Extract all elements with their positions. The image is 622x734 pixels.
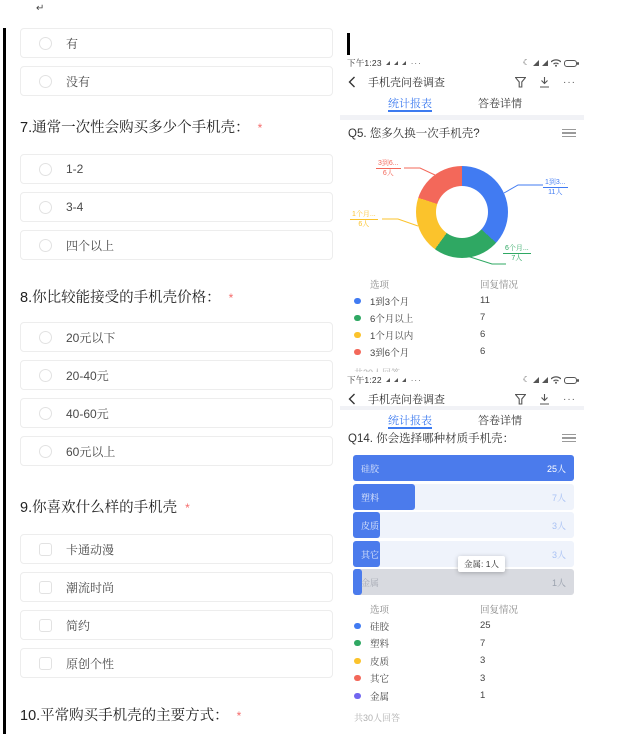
bar-row[interactable] [353,484,574,510]
column-responses: 回复情况 [480,279,519,291]
question-text: 8.你比较能接受的手机壳价格： [20,290,221,306]
column-options: 选项 [370,604,390,616]
column-options: 选项 [370,279,390,291]
slice-label: 3到6... 6人 [378,160,399,177]
filter-icon[interactable] [515,77,526,88]
tab-bar [340,95,584,112]
bar-category-label: 塑料 [361,492,380,503]
bar-category-label: 硅胶 [361,464,380,474]
legend-dot [354,623,361,629]
radio-option[interactable] [20,398,333,428]
signal-icon [542,60,548,66]
question-title [20,288,333,308]
phone-screenshot-q14 [340,372,584,732]
bar-value-label: 7人 [551,492,566,503]
battery-icon [564,60,577,67]
tab-answer-details[interactable]: 答卷详情 [478,98,522,110]
wifi-icon [551,376,561,384]
notification-icon [386,61,390,65]
checkbox-option[interactable] [20,610,333,640]
radio-option[interactable] [20,436,333,466]
paragraph-return-mark: ↵ [36,3,45,14]
radio-icon [39,407,52,420]
signal-icon [542,377,548,383]
donut-ring[interactable] [416,166,508,258]
table-row: 6个月以上 7 [354,309,574,326]
wifi-icon [551,59,561,67]
bar-row[interactable] [353,455,574,481]
clock: 下午1:23 [347,58,382,68]
legend-dot [354,349,361,355]
bar-value-label: 1人 [551,578,566,588]
legend-table [354,275,574,379]
option-label: 卡通动漫 [66,542,115,557]
bar-row[interactable] [353,512,574,538]
notification-icon [386,378,390,382]
checkbox-option[interactable] [20,648,333,678]
radio-option[interactable] [20,154,333,184]
required-asterisk: * [185,501,190,515]
more-notifications-icon: ··· [410,375,422,385]
bar-row-highlighted[interactable] [353,559,574,595]
option-label: 没有 [66,74,91,89]
clock: 下午1:22 [347,375,382,385]
checkbox-icon [39,657,52,670]
slice-label: 6个月... 7人 [505,245,529,262]
download-icon[interactable] [539,394,550,405]
more-notifications-icon: ··· [410,58,422,68]
chart-question-row [348,430,576,446]
survey-form [20,0,333,726]
radio-option[interactable] [20,360,333,390]
radio-icon [39,201,52,214]
option-label: 原创个性 [66,656,115,671]
chart-menu-icon[interactable] [562,129,576,138]
radio-icon [39,37,52,50]
table-row: 1个月以内 6 [354,326,574,343]
bar-value-label: 3人 [551,521,566,531]
radio-option[interactable] [20,66,333,96]
bar-category-label: 其它 [361,549,380,560]
notification-icon [402,61,406,65]
radio-option[interactable] [20,230,333,260]
required-asterisk: * [257,121,263,135]
checkbox-option[interactable] [20,534,333,564]
dnd-moon-icon: ☾ [522,58,530,67]
option-label: 有 [66,36,79,51]
chart-tooltip: 金属: 1人 [458,556,505,572]
option-label: 潮流时尚 [66,580,115,595]
option-label: 1-2 [66,162,84,176]
back-icon[interactable] [348,76,356,88]
chart-menu-icon[interactable] [562,434,576,443]
option-label: 20-40元 [66,368,109,383]
legend-dot [354,332,361,338]
bar-track [353,484,574,510]
filter-icon[interactable] [515,394,526,405]
required-asterisk: * [228,291,234,305]
question-title [20,118,333,138]
tab-statistics-report[interactable]: 统计报表 [388,95,432,112]
table-row: 1到3个月 11 [354,292,574,309]
option-label: 四个以上 [66,238,115,253]
bar [353,455,574,481]
radio-option[interactable] [20,322,333,352]
checkbox-icon [39,619,52,632]
bar-chart[interactable] [353,455,574,598]
table-row: 3到6个月 6 [354,343,574,360]
checkbox-icon [39,543,52,556]
table-header [354,600,574,617]
column-responses: 回复情况 [480,604,519,616]
chart-question-row [348,125,576,141]
question-text: 9.你喜欢什么样的手机壳 [20,500,178,516]
form-left-border [3,28,6,734]
bar-value-label: 25人 [546,464,566,474]
tab-statistics-report[interactable]: 统计报表 [388,412,432,429]
radio-icon [39,445,52,458]
required-asterisk: * [236,709,242,723]
notification-icon [394,61,398,65]
table-row: 皮质 3 [354,652,574,670]
option-label: 60元以上 [66,444,116,459]
radio-icon [39,331,52,344]
donut-hole [436,186,488,238]
slice-label: 1到3... 11人 [545,179,566,196]
radio-icon [39,75,52,88]
question-title [20,498,333,518]
legend-dot [354,315,361,321]
donut-chart[interactable] [340,148,584,274]
radio-option[interactable] [20,28,333,58]
slice-label: 1个月... 6人 [352,211,376,228]
section-divider [340,115,584,120]
page-title: 手机壳问卷调查 [368,394,445,406]
radio-icon [39,163,52,176]
phone-screenshot-q5 [340,55,584,372]
table-row: 其它 3 [354,670,574,688]
table-row: 硅胶 25 [354,617,574,635]
chart-question-title: Q5. 您多久换一次手机壳? [348,128,480,140]
table-header [354,275,574,292]
notification-icon [402,378,406,382]
question-title [20,706,333,726]
legend-dot [354,675,361,681]
bar-value-label: 3人 [551,549,566,560]
signal-icon [533,377,539,383]
bar-track [353,455,574,481]
legend-dot [354,298,361,304]
legend-dot [354,658,361,664]
checkbox-option[interactable] [20,572,333,602]
section-divider [340,406,584,410]
status-bar [347,374,577,386]
more-icon[interactable]: ··· [563,76,576,88]
system-icons [523,59,577,67]
tab-bar [340,412,584,429]
question-text: 7.通常一次性会购买多少个手机壳： [20,120,250,136]
nav-bar [348,72,576,92]
legend-table [354,600,574,724]
table-row: 金属 1 [354,687,574,705]
radio-option[interactable] [20,192,333,222]
tab-answer-details[interactable]: 答卷详情 [478,415,522,427]
notification-icon [394,378,398,382]
page-title: 手机壳问卷调查 [368,77,445,89]
bar-category-label: 金属 [361,578,380,588]
option-label: 简约 [66,618,91,633]
bar-track [353,512,574,538]
option-label: 40-60元 [66,406,109,421]
battery-icon [564,377,577,384]
checkbox-icon [39,581,52,594]
legend-dot [354,693,361,699]
system-icons [523,376,577,384]
chart-question-title: Q14. 你会选择哪种材质手机壳： [348,433,515,445]
radio-icon [39,369,52,382]
question-text: 10.平常购买手机壳的主要方式： [20,708,229,724]
download-icon[interactable] [539,77,550,88]
back-icon[interactable] [348,393,356,405]
status-bar [347,57,577,69]
option-label: 3-4 [66,200,84,214]
respondent-count: 共30人回答 [354,712,401,723]
bar-category-label: 皮质 [361,521,380,531]
option-label: 20元以下 [66,330,116,345]
more-icon[interactable]: ··· [563,393,576,405]
signal-icon [533,60,539,66]
bar-track [353,569,574,595]
table-row: 塑料 7 [354,635,574,653]
dnd-moon-icon: ☾ [522,375,530,384]
legend-dot [354,640,361,646]
radio-icon [39,239,52,252]
